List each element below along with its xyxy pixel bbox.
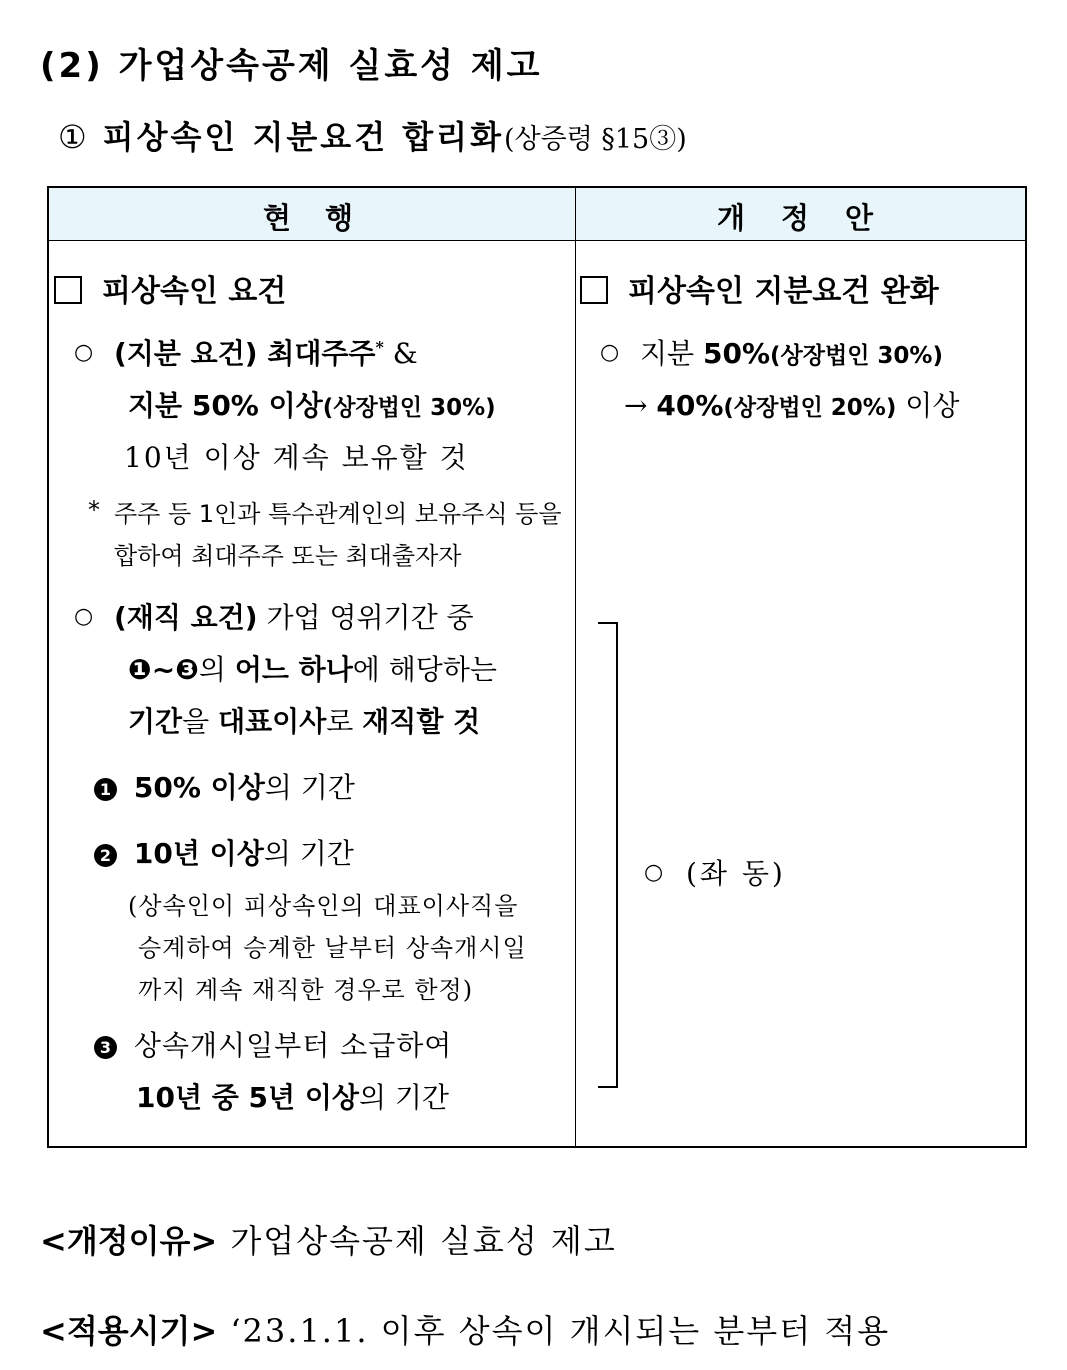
proposed-heading-text: 피상속인 지분요건 완화: [628, 274, 939, 309]
item-2: 2 10년 이상의 기간: [94, 832, 354, 872]
proposed-line-1: 지분 50%(상장법인 30%): [640, 337, 943, 370]
section-title: (2) 가업상속공제 실효성 제고: [40, 46, 543, 86]
footnote-mark: *: [88, 496, 100, 524]
bullet-circle-icon: ○: [600, 340, 620, 365]
proposed-line-2: → 40%(상장법인 20%) 이상: [624, 389, 960, 422]
effective-text: ‘23.1.1. 이후 상속이 개시되는 분부터 적용: [230, 1312, 891, 1350]
checkbox-square-icon: [54, 276, 82, 304]
equity-line-1: (지분 요건) 최대주주* &: [114, 337, 418, 370]
proposed-same: (좌 동): [686, 857, 786, 890]
item-2-note-2: 승계하여 승계한 날부터 상속개시일: [138, 934, 527, 962]
item-3: 3 상속개시일부터 소급하여: [94, 1024, 452, 1064]
circled-number-3-icon: 3: [94, 1036, 117, 1059]
subsection-title-text: 피상속인 지분요건 합리화: [102, 118, 505, 156]
right-bracket: [598, 622, 618, 1088]
effective-label: <적용시기>: [40, 1312, 218, 1350]
footnote-line-2: 합하여 최대주주 또는 최대출자자: [114, 542, 462, 570]
reason-label: <개정이유>: [40, 1222, 218, 1260]
employment-line-3: 기간을 대표이사로 재직할 것: [128, 705, 481, 738]
column-divider: [575, 188, 576, 1146]
bullet-circle-icon: ○: [74, 604, 94, 629]
footnote-line-1: 주주 등 1인과 특수관계인의 보유주식 등을: [114, 500, 562, 528]
header-current: 현행: [263, 201, 388, 235]
arrow-right-icon: →: [624, 389, 657, 422]
table-header-row: [49, 188, 1025, 241]
checkbox-square-icon: [580, 276, 608, 304]
equity-line-2: 지분 50% 이상(상장법인 30%): [128, 389, 496, 422]
circled-number-1-icon: 1: [94, 778, 117, 801]
item-1: 1 50% 이상의 기간: [94, 766, 355, 806]
bullet-circle-icon: ○: [644, 860, 664, 885]
employment-line-1: (재직 요건) 가업 영위기간 중: [114, 601, 474, 634]
bullet-circle-icon: ○: [74, 340, 94, 365]
subsection-title: [58, 112, 687, 158]
proposed-heading: [580, 266, 939, 310]
employment-line-2: ❶~❸의 어느 하나에 해당하는: [128, 653, 497, 686]
reason-line: [40, 1216, 617, 1262]
effective-line: [40, 1306, 890, 1352]
subsection-reference: (상증령 §15③): [504, 124, 687, 155]
item-2-note-1: (상속인이 피상속인의 대표이사직을: [128, 892, 519, 920]
current-heading: [54, 266, 286, 310]
current-heading-text: 피상속인 요건: [102, 274, 287, 309]
subsection-number: ①: [58, 118, 87, 156]
header-proposed: 개정안: [717, 201, 910, 235]
item-3-line-2: 10년 중 5년 이상의 기간: [136, 1081, 449, 1114]
equity-line-3: 10년 이상 계속 보유할 것: [124, 441, 469, 474]
circled-number-2-icon: 2: [94, 844, 117, 867]
reason-text: 가업상속공제 실효성 제고: [230, 1222, 617, 1260]
item-2-note-3: 까지 계속 재직한 경우로 한정): [138, 976, 474, 1004]
